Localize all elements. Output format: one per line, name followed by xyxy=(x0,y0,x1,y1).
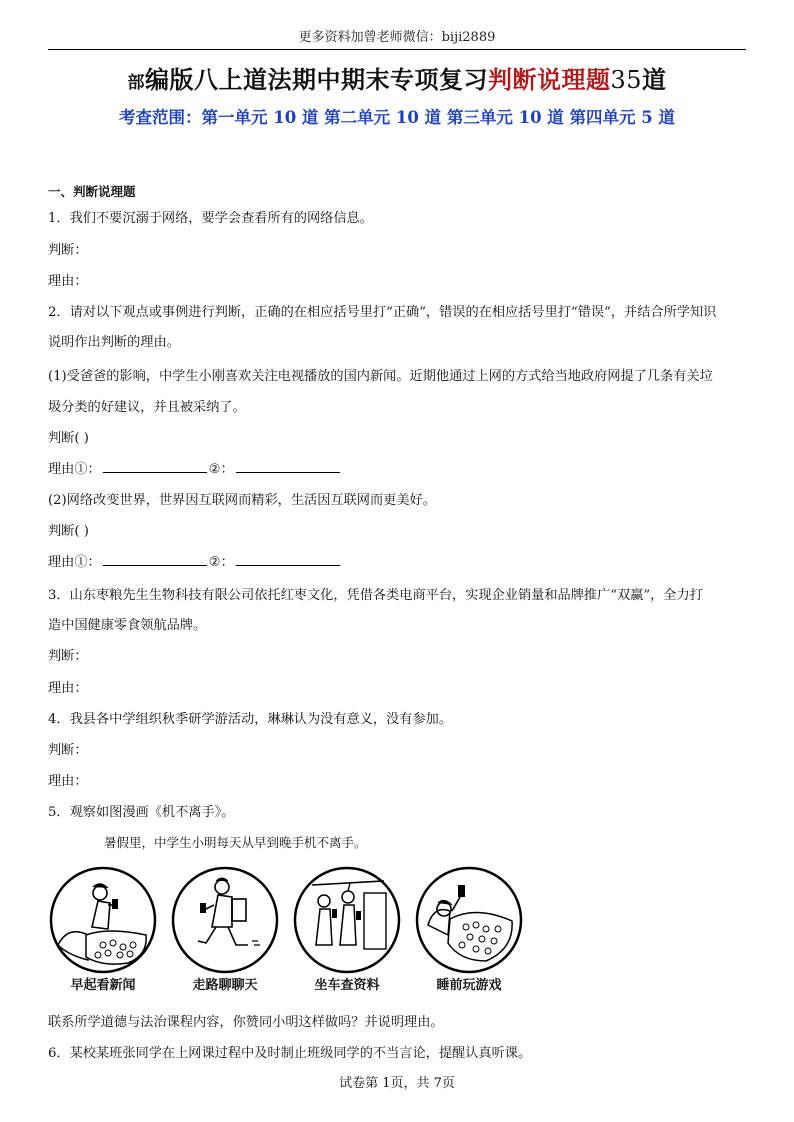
judge-paren: 判断( ) xyxy=(48,431,89,446)
document-title xyxy=(0,60,794,95)
comic-panel-4 xyxy=(414,865,524,975)
title-count: 35 xyxy=(610,66,643,94)
reason-1-label: 理由①： xyxy=(48,555,101,570)
page-footer: 试卷第 1页，共 7页 xyxy=(339,1076,455,1091)
question-2-2: (2)网络改变世界，世界因互联网而精彩，生活因互联网而更美好。 xyxy=(48,493,436,508)
comic-panel-2-label: 走路聊聊天 xyxy=(192,978,258,993)
question-1: 1．我们不要沉溺于网络，要学会查看所有的网络信息。 xyxy=(48,211,373,226)
section-heading: 一、判断说理题 xyxy=(48,184,136,199)
question-5: 5．观察如图漫画《机不离手》。 xyxy=(48,805,235,820)
answer-blank[interactable] xyxy=(103,554,207,566)
person-on-bus-phone-icon xyxy=(292,865,402,975)
comic-panel-3-label: 坐车查资料 xyxy=(314,978,380,993)
person-in-bed-phone-icon xyxy=(48,865,158,975)
title-suffix: 道 xyxy=(642,65,667,94)
comic-caption: 暑假里，中学生小明每天从早到晚手机不离手。 xyxy=(104,835,367,850)
question-3-line-2: 造中国健康零食领航品牌。 xyxy=(48,618,207,633)
reason-label: 理由： xyxy=(48,274,88,289)
page-header xyxy=(48,26,746,50)
header-text: 更多资料加曾老师微信：biji2889 xyxy=(298,30,496,45)
reason-label: 理由： xyxy=(48,681,88,696)
comic-panel-1 xyxy=(48,865,158,975)
question-6: 6．某校某班张同学在上网课过程中及时制止班级同学的不当言论，提醒认真听课。 xyxy=(48,1046,532,1061)
question-4: 4．我县各中学组织秋季研学游活动，琳琳认为没有意义，没有参加。 xyxy=(48,712,453,727)
person-walking-phone-icon xyxy=(170,865,280,975)
judge-paren: 判断( ) xyxy=(48,524,89,539)
reason-label: 理由： xyxy=(48,774,88,789)
reason-blanks-row xyxy=(48,458,748,477)
question-5-prompt: 联系所学道德与法治课程内容，你赞同小明这样做吗？并说明理由。 xyxy=(48,1015,444,1030)
comic-panel-4-label: 睡前玩游戏 xyxy=(436,978,502,993)
comic-panel-2 xyxy=(170,865,280,975)
person-lying-phone-icon xyxy=(414,865,524,975)
answer-blank[interactable] xyxy=(236,461,340,473)
answer-blank[interactable] xyxy=(103,461,207,473)
judge-label: 判断： xyxy=(48,743,88,758)
exam-scope: 考查范围：第一单元 10 道 第二单元 10 道 第三单元 10 道 第四单元 5 道 xyxy=(118,108,676,127)
question-2-1-line-2: 圾分类的好建议，并且被采纳了。 xyxy=(48,400,246,415)
question-2-line-2: 说明作出判断的理由。 xyxy=(48,335,180,350)
question-2-1-line-1: (1)受爸爸的影响，中学生小刚喜欢关注电视播放的国内新闻。近期他通过上网的方式给当地政府网提了几条有关垃 xyxy=(48,369,713,384)
reason-1-label: 理由①： xyxy=(48,462,101,477)
title-main: 编版八上道法期中期末专项复习 xyxy=(144,65,488,94)
judge-label: 判断： xyxy=(48,649,88,664)
reason-blanks-row xyxy=(48,551,748,570)
question-3-line-1: 3．山东枣粮先生生物科技有限公司依托红枣文化，凭借各类电商平台，实现企业销量和品牌推广“双赢”，全力打 xyxy=(48,588,703,603)
title-prefix: 部 xyxy=(127,73,145,93)
comic-panel-1-label: 早起看新闻 xyxy=(70,978,136,993)
question-2-line-1: 2．请对以下观点或事例进行判断，正确的在相应括号里打“正确”，错误的在相应括号里打“错误”，并结合所学知识 xyxy=(48,305,717,320)
answer-blank[interactable] xyxy=(236,554,340,566)
comic-panel-3 xyxy=(292,865,402,975)
reason-2-label: ②： xyxy=(208,555,234,570)
judge-label: 判断： xyxy=(48,243,88,258)
title-highlight: 判断说理题 xyxy=(487,65,611,94)
reason-2-label: ②： xyxy=(208,462,234,477)
